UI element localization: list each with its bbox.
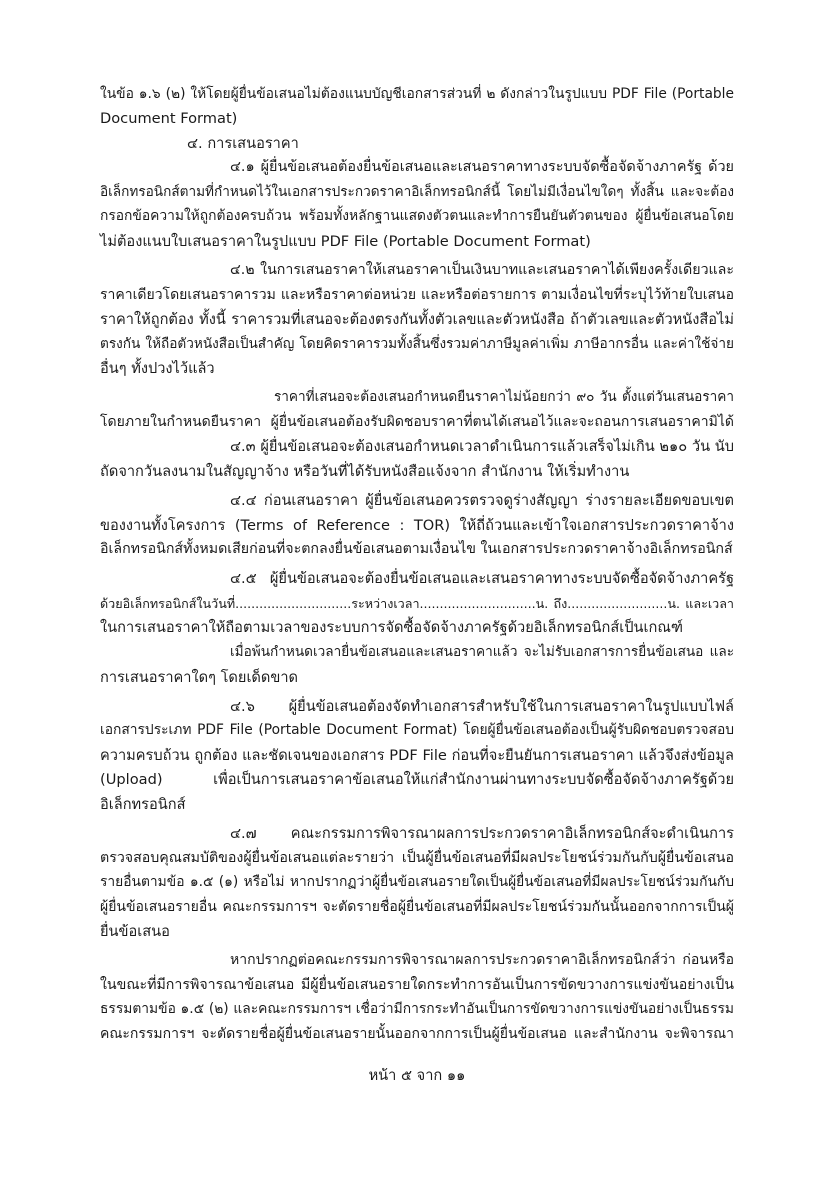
page-number: หน้า ๕ จาก ๑๑ bbox=[368, 1067, 466, 1084]
clause-4-1-start: ๔.๑ ผู้ยื่นข้อเสนอต้องยื่นข้อเสนอและเสนอราคาทางระบบจัดซื้อจัดจ้างภาครัฐ ด้วย bbox=[230, 159, 734, 175]
clause-4-6-start: ๔.๖ ผู้ยื่นข้อเสนอต้องจัดทำเอกสารสำหรับใช้ในการเสนอราคาในรูปแบบไฟล์ bbox=[230, 698, 734, 715]
clause-4-2-start: ๔.๒ ในการเสนอราคาให้เสนอราคาเป็นเงินบาทและเสนอราคาได้เพียงครั้งเดียวและ bbox=[230, 262, 734, 278]
text-line: ราคาให้ถูกต้อง ทั้งนี้ ราคารวมที่เสนอจะต้องตรงกันทั้งตัวเลขและตัวหนังสือ ถ้าตัวเลขและตัวหนังสือไม่ bbox=[100, 311, 734, 328]
text-line: ความครบถ้วน ถูกต้อง และชัดเจนของเอกสาร PDF File ก่อนที่จะยืนยันการเสนอราคา แล้วจึงส่งข้อมูล bbox=[100, 747, 734, 764]
text-line: ไม่ต้องแนบใบเสนอราคาในรูปแบบ PDF File (Portable Document Format) bbox=[100, 233, 591, 250]
paragraph-start: เมื่อพ้นกำหนดเวลายื่นข้อเสนอและเสนอราคาแล้ว จะไม่รับเอกสารการยื่นข้อเสนอ และ bbox=[230, 644, 734, 660]
text-line: (Upload) เพื่อเป็นการเสนอราคาข้อเสนอให้แก่สำนักงานผ่านทางระบบจัดซื้อจัดจ้างภาครัฐด้วย bbox=[100, 771, 734, 788]
text-line: ด้วยอิเล็กทรอนิกส์ในวันที่.............................ระหว่างเวลา.............................น. ถึง.........................น. และเวลา bbox=[100, 596, 734, 611]
text-line: ในการเสนอราคาให้ถือตามเวลาของระบบการจัดซื้อจัดจ้างภาครัฐด้วยอิเล็กทรอนิกส์เป็นเกณฑ์ bbox=[100, 619, 683, 636]
text-line: อิเล็กทรอนิกส์ bbox=[100, 796, 186, 813]
text-line: Document Format) bbox=[100, 110, 238, 127]
text-line: ตรวจสอบคุณสมบัติของผู้ยื่นข้อเสนอแต่ละรายว่า เป็นผู้ยื่นข้อเสนอที่มีผลประโยชน์ร่วมกันกับผู้ยื่นข้อเสนอ bbox=[100, 850, 734, 866]
text-line: อิเล็กทรอนิกส์ตามที่กำหนดไว้ในเอกสารประกวดราคาอิเล็กทรอนิกส์นี้ โดยไม่มีเงื่อนไขใดๆ ทั้งสิ้น และจะต้อง bbox=[100, 184, 734, 200]
text-line: กรอกข้อความให้ถูกต้องครบถ้วน พร้อมทั้งหลักฐานแสดงตัวตนและทำการยืนยันตัวตนของ ผู้ยื่นข้อเสนอโดย bbox=[100, 208, 734, 224]
text-line: การเสนอราคาใดๆ โดยเด็ดขาด bbox=[100, 669, 299, 686]
clause-4-3-start: ๔.๓ ผู้ยื่นข้อเสนอจะต้องเสนอกำหนดเวลาดำเนินการแล้วเสร็จไม่เกิน ๒๑๐ วัน นับ bbox=[230, 438, 734, 455]
text-line: ในขณะที่มีการพิจารณาข้อเสนอ มีผู้ยื่นข้อเสนอรายใดกระทำการอันเป็นการขัดขวางการแข่งขันอย่างเป็น bbox=[100, 977, 734, 993]
text-line: ในข้อ ๑.๖ (๒) ให้โดยผู้ยื่นข้อเสนอไม่ต้องแนบบัญชีเอกสารส่วนที่ ๒ ดังกล่าวในรูปแบบ PDF File (Portable bbox=[100, 86, 734, 102]
text-line: ตรงกัน ให้ถือตัวหนังสือเป็นสำคัญ โดยคิดราคารวมทั้งสิ้นซึ่งรวมค่าภาษีมูลค่าเพิ่ม ภาษีอากรอื่น และค่าใช้จ่าย bbox=[100, 336, 734, 352]
text-line: คณะกรรมการฯ จะตัดรายชื่อผู้ยื่นข้อเสนอรายนั้นออกจากการเป็นผู้ยื่นข้อเสนอ และสำนักงาน จะพิจารณา bbox=[100, 1026, 734, 1042]
text-line: รายอื่นตามข้อ ๑.๕ (๑) หรือไม่ หากปรากฏว่าผู้ยื่นข้อเสนอรายใดเป็นผู้ยื่นข้อเสนอที่มีผลประโยชน์ร่วมกันกับ bbox=[100, 874, 734, 890]
clause-4-7-start: ๔.๗ คณะกรรมการพิจารณาผลการประกวดราคาอิเล็กทรอนิกส์จะดำเนินการ bbox=[230, 825, 734, 842]
text-line: เอกสารประเภท PDF File (Portable Document Format) โดยผู้ยื่นข้อเสนอต้องเป็นผู้รับผิดชอบตรวจสอบ bbox=[100, 722, 734, 738]
paragraph-start: ราคาที่เสนอจะต้องเสนอกำหนดยืนราคาไม่น้อยกว่า ๙๐ วัน ตั้งแต่วันเสนอราคา bbox=[274, 389, 734, 405]
text-line: ผู้ยื่นข้อเสนอรายอื่น คณะกรรมการฯ จะตัดรายชื่อผู้ยื่นข้อเสนอที่มีผลประโยชน์ร่วมกันนั้นออกจากการเป็นผู้ bbox=[100, 899, 734, 915]
text-line: ของงานทั้งโครงการ (Terms of Reference : TOR) ให้ถี่ถ้วนและเข้าใจเอกสารประกวดราคาจ้าง bbox=[100, 517, 734, 534]
clause-4-5-start: ๔.๕ ผู้ยื่นข้อเสนอจะต้องยื่นข้อเสนอและเสนอราคาทางระบบจัดซื้อจัดจ้างภาครัฐ bbox=[230, 570, 734, 587]
text-line: อิเล็กทรอนิกส์ทั้งหมดเสียก่อนที่จะตกลงยื่นข้อเสนอตามเงื่อนไข ในเอกสารประกวดราคาจ้างอิเล็กทรอนิกส์ bbox=[100, 541, 733, 557]
text-line: โดยภายในกำหนดยืนราคา ผู้ยื่นข้อเสนอต้องรับผิดชอบราคาที่ตนได้เสนอไว้และจะถอนการเสนอราคามิได้ bbox=[100, 414, 734, 430]
text-line: อื่นๆ ทั้งปวงไว้แล้ว bbox=[100, 360, 215, 377]
clause-4-4-start: ๔.๔ ก่อนเสนอราคา ผู้ยื่นข้อเสนอควรตรวจดูร่างสัญญา ร่างรายละเอียดขอบเขต bbox=[230, 492, 734, 509]
text-line: ยื่นข้อเสนอ bbox=[100, 923, 170, 940]
paragraph-start: หากปรากฏต่อคณะกรรมการพิจารณาผลการประกวดราคาอิเล็กทรอนิกส์ว่า ก่อนหรือ bbox=[230, 952, 734, 968]
text-line: ธรรมตามข้อ ๑.๕ (๒) และคณะกรรมการฯ เชื่อว่ามีการกระทำอันเป็นการขัดขวางการแข่งขันอย่างเป็นธรรม bbox=[100, 1001, 734, 1017]
section-heading: ๔. การเสนอราคา bbox=[187, 135, 299, 152]
text-line: ถัดจากวันลงนามในสัญญาจ้าง หรือวันที่ได้รับหนังสือแจ้งจาก สำนักงาน ให้เริ่มทำงาน bbox=[100, 463, 630, 480]
text-line: ราคาเดียวโดยเสนอราคารวม และหรือราคาต่อหน่วย และหรือต่อรายการ ตามเงื่อนไขที่ระบุไว้ท้ายใบเสนอ bbox=[100, 287, 734, 303]
